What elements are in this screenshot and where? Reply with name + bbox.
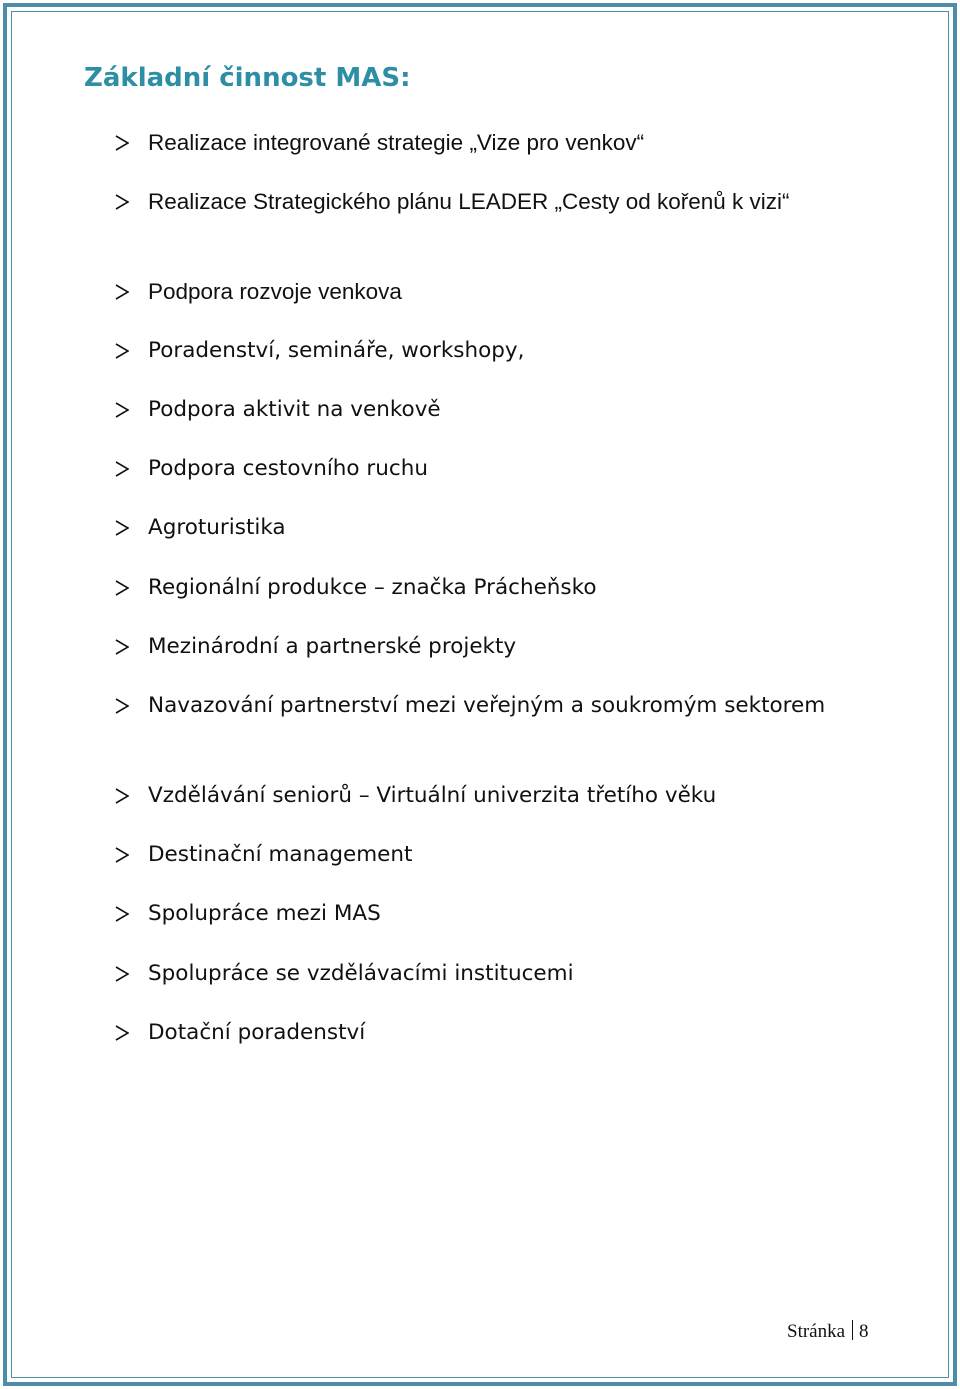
list-item xyxy=(115,573,845,603)
arrow-bullet-icon xyxy=(115,1018,148,1048)
arrow-bullet-icon xyxy=(115,899,148,929)
list-item xyxy=(115,336,845,366)
list-item xyxy=(115,277,845,307)
list-item-text: Spolupráce mezi MAS xyxy=(148,901,381,926)
arrow-bullet-icon xyxy=(115,187,148,217)
list-item xyxy=(115,187,845,217)
list-item xyxy=(115,840,845,870)
arrow-bullet-icon xyxy=(115,691,148,721)
arrow-bullet-icon xyxy=(115,336,148,366)
list-item-text: Dotační poradenství xyxy=(148,1020,366,1045)
page-number: 8 xyxy=(859,1321,869,1342)
list-item xyxy=(115,899,845,929)
list-item xyxy=(115,691,845,721)
list-item-text: Navazování partnerství mezi veřejným a soukromým sektorem xyxy=(148,693,826,718)
page-label: Stránka xyxy=(787,1321,846,1342)
list-item-text: Podpora cestovního ruchu xyxy=(148,456,428,481)
arrow-bullet-icon xyxy=(115,573,148,603)
list-item xyxy=(115,454,845,484)
arrow-bullet-icon xyxy=(115,513,148,543)
arrow-bullet-icon xyxy=(115,277,148,307)
page-heading: Základní činnost MAS: xyxy=(84,63,411,93)
list-item xyxy=(115,128,845,158)
list-item-text: Realizace Strategického plánu LEADER „Cesty od kořenů k vizi“ xyxy=(148,189,790,214)
arrow-bullet-icon xyxy=(115,959,148,989)
list-item xyxy=(115,781,845,811)
arrow-bullet-icon xyxy=(115,781,148,811)
page-footer xyxy=(787,1320,869,1344)
list-item xyxy=(115,959,845,989)
list-item-text: Podpora rozvoje venkova xyxy=(148,279,402,304)
list-item-text: Agroturistika xyxy=(148,515,286,540)
arrow-bullet-icon xyxy=(115,632,148,662)
list-item-text: Vzdělávání seniorů – Virtuální univerzita třetího věku xyxy=(148,783,717,808)
list-item-text: Mezinárodní a partnerské projekty xyxy=(148,634,517,659)
list-item xyxy=(115,513,845,543)
list-item xyxy=(115,1018,845,1048)
arrow-bullet-icon xyxy=(115,454,148,484)
list-item-text: Regionální produkce – značka Prácheňsko xyxy=(148,575,597,600)
footer-separator xyxy=(852,1320,853,1340)
list-item-text: Realizace integrované strategie „Vize pro venkov“ xyxy=(148,130,645,155)
list-item xyxy=(115,632,845,662)
list-item-text: Destinační management xyxy=(148,842,413,867)
list-item-text: Spolupráce se vzdělávacími institucemi xyxy=(148,961,574,986)
arrow-bullet-icon xyxy=(115,128,148,158)
list-item-text: Podpora aktivit na venkově xyxy=(148,397,441,422)
list-item-text: Poradenství, semináře, workshopy, xyxy=(148,338,525,363)
arrow-bullet-icon xyxy=(115,840,148,870)
arrow-bullet-icon xyxy=(115,395,148,425)
list-item xyxy=(115,395,845,425)
